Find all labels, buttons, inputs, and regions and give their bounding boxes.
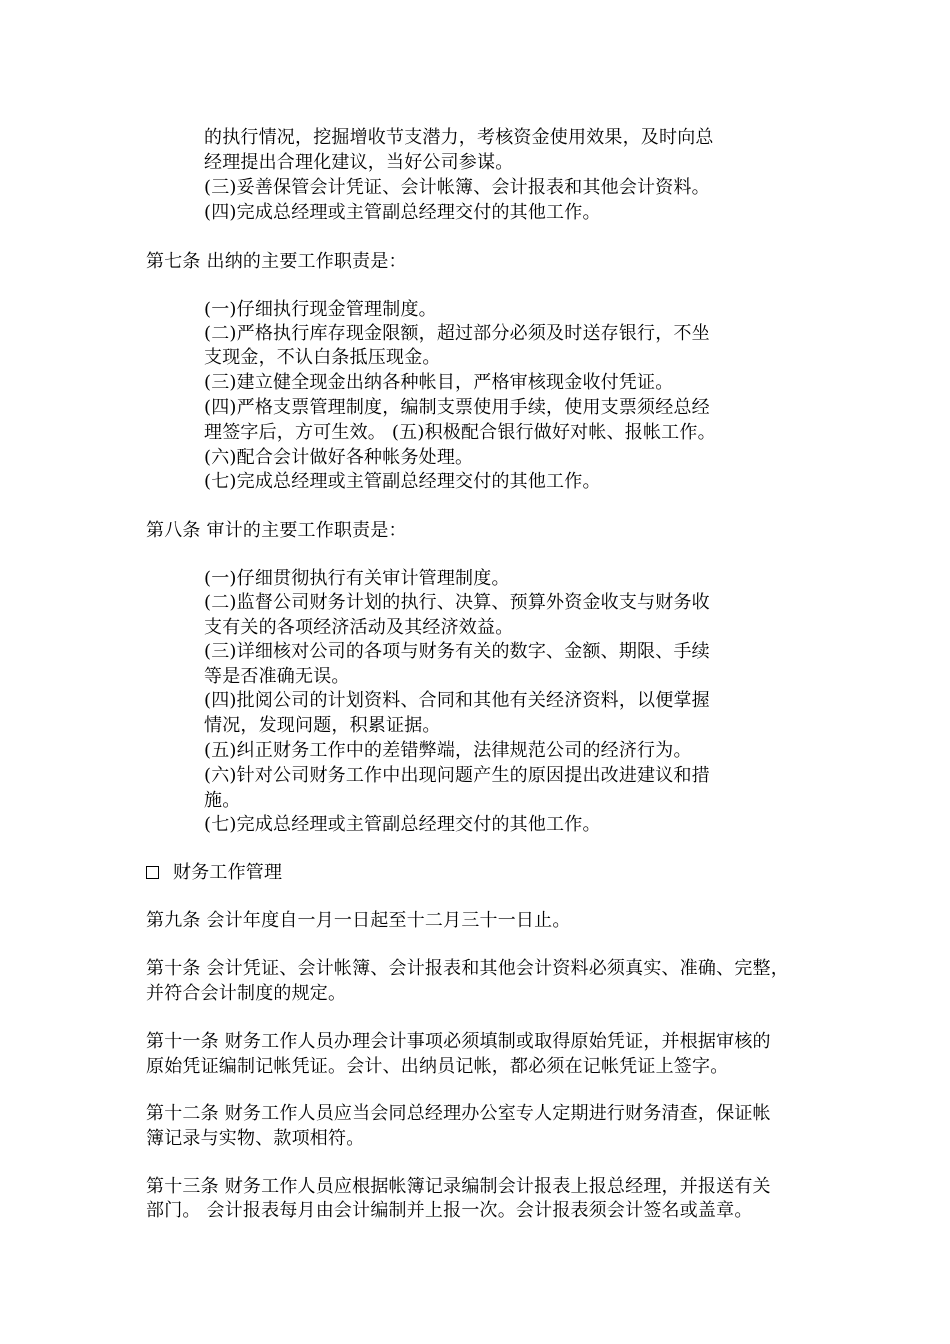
text-line: (四)批阅公司的计划资料、合同和其他有关经济资料，以便掌握 [204,690,710,711]
text-line: (六)配合会计做好各种帐务处理。 [204,447,474,468]
article-paragraph: 第十三条 财务工作人员应根据帐簿记录编制会计报表上报总经理，并报送有关 [146,1176,771,1197]
article-heading: 第八条 审计的主要工作职责是： [146,520,407,541]
text-line: 情况，发现问题，积累证据。 [204,715,441,736]
text-line: (三)详细核对公司的各项与财务有关的数字、金额、期限、手续 [204,641,710,662]
article-paragraph: 第九条 会计年度自一月一日起至十二月三十一日止。 [146,910,571,931]
text-line: 部门。 会计报表每月由会计编制并上报一次。会计报表须会计签名或盖章。 [146,1200,753,1221]
text-line: (三)建立健全现金出纳各种帐目，严格审核现金收付凭证。 [204,372,674,393]
text-line: (三)妥善保管会计凭证、会计帐簿、会计报表和其他会计资料。 [204,177,710,198]
text-line: 并符合会计制度的规定。 [146,983,347,1004]
text-line: (六)针对公司财务工作中出现问题产生的原因提出改进建议和措 [204,765,710,786]
article-paragraph: 第十二条 财务工作人员应当会同总经理办公室专人定期进行财务清查，保证帐 [146,1103,771,1124]
text-line: 原始凭证编制记帐凭证。会计、出纳员记帐，都必须在记帐凭证上签字。 [146,1056,729,1077]
text-line: (一)仔细执行现金管理制度。 [204,299,437,320]
section-heading [146,861,282,885]
text-line: 经理提出合理化建议，当好公司参谋。 [204,152,514,173]
text-line: 理签字后，方可生效。 (五)积极配合银行做好对帐、报帐工作。 [204,422,716,443]
text-line: (七)完成总经理或主管副总经理交付的其他工作。 [204,471,601,492]
text-line: (四)完成总经理或主管副总经理交付的其他工作。 [204,202,601,223]
text-line: (七)完成总经理或主管副总经理交付的其他工作。 [204,814,601,835]
text-line: 支现金，不认白条抵压现金。 [204,347,441,368]
text-line: 等是否准确无误。 [204,666,350,687]
article-heading: 第七条 出纳的主要工作职责是： [146,251,407,272]
text-line: 簿记录与实物、款项相符。 [146,1128,365,1149]
article-paragraph: 第十一条 财务工作人员办理会计事项必须填制或取得原始凭证，并根据审核的 [146,1031,771,1052]
section-heading-label: 财务工作管理 [173,862,283,883]
text-line: (二)严格执行库存现金限额，超过部分必须及时送存银行，不坐 [204,323,710,344]
checkbox-square-icon [146,866,159,879]
text-line: 的执行情况，挖掘增收节支潜力，考核资金使用效果，及时向总 [204,127,714,148]
text-line: 施。 [204,790,241,811]
text-line: (一)仔细贯彻执行有关审计管理制度。 [204,568,510,589]
text-line: 支有关的各项经济活动及其经济效益。 [204,617,514,638]
text-line: (五)纠正财务工作中的差错弊端，法律规范公司的经济行为。 [204,740,692,761]
article-paragraph: 第十条 会计凭证、会计帐簿、会计报表和其他会计资料必须真实、准确、完整， [146,958,789,979]
text-line: (二)监督公司财务计划的执行、决算、预算外资金收支与财务收 [204,592,710,613]
text-line: (四)严格支票管理制度，编制支票使用手续，使用支票须经总经 [204,397,710,418]
